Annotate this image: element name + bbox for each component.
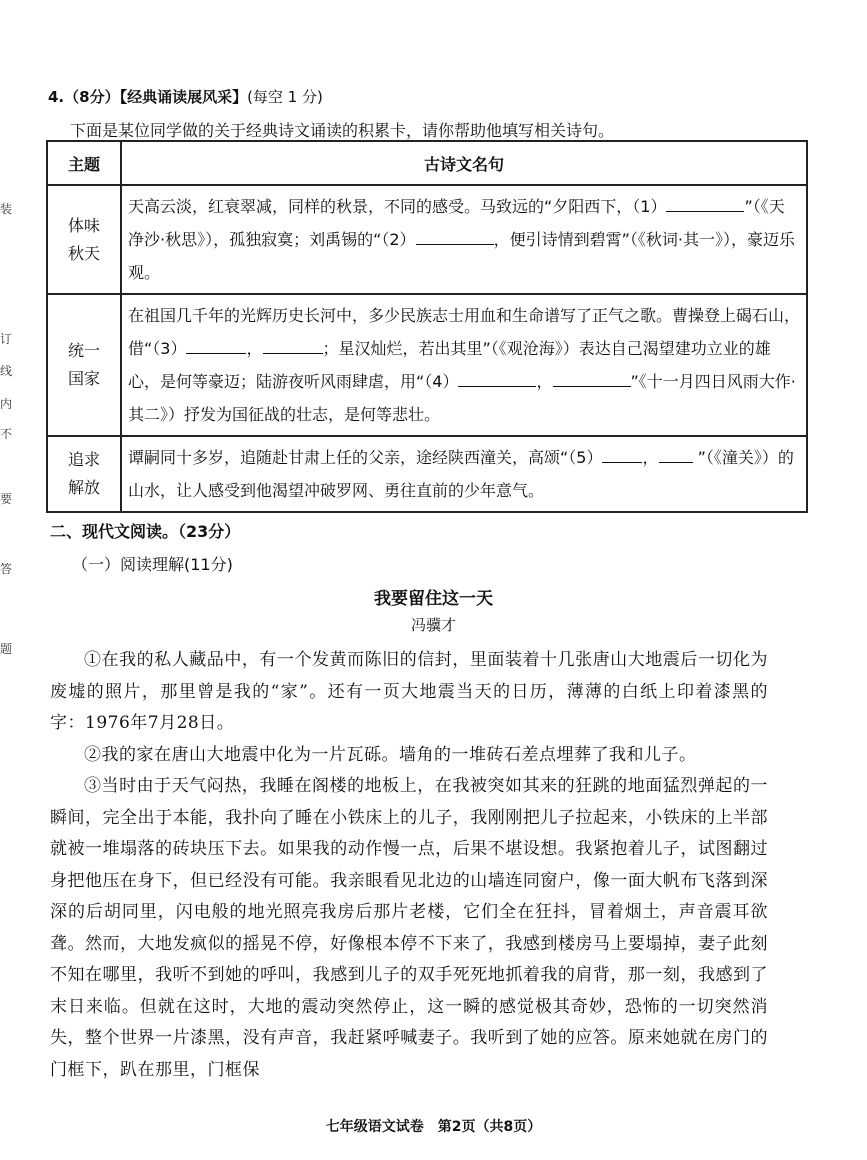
verse-text: 在祖国几千年的光辉历史长河中，多少民族志士用血和生命谱写了正气之歌。曹操登上碣石山，借“（3） — [128, 306, 801, 358]
answer-blank-5b[interactable] — [659, 444, 693, 463]
answer-blank-3a[interactable] — [186, 335, 246, 354]
binding-margin-mark: 线 — [0, 364, 13, 378]
binding-margin-mark: 装 — [0, 202, 13, 216]
binding-margin-mark: 内 — [0, 397, 13, 411]
verse-cell — [121, 436, 807, 512]
answer-blank-4a[interactable] — [458, 368, 536, 387]
verse-text: ，便引诗情到碧霄”（《秋词·其一》），豪迈乐观。 — [128, 230, 795, 282]
article-body — [50, 645, 768, 1086]
verse-text: ， — [642, 448, 659, 467]
binding-margin-mark: 题 — [0, 642, 13, 656]
theme-line: 国家 — [67, 369, 100, 388]
question-title — [48, 86, 323, 107]
theme-cell — [47, 294, 121, 436]
question-intro: 下面是某位同学做的关于经典诗文诵读的积累卡，请你帮助他填写相关诗句。 — [70, 121, 615, 140]
verse-text: ”（《天净沙·秋思》），孤独寂寞；刘禹锡的“（2） — [128, 197, 785, 249]
table-row — [47, 436, 807, 512]
article-paragraph: ②我的家在唐山大地震中化为一片瓦砾。墙角的一堆砖石差点埋葬了我和儿子。 — [84, 744, 697, 765]
article-paragraph: ③当时由于天气闷热，我睡在阁楼的地板上，在我被突如其来的狂跳的地面猛烈弹起的一瞬间，完全出于本能，我扑向了睡在小铁床上的儿子，我刚刚把儿子拉起来，小铁床的上半部就被一堆塌落的砖块压下去。如果我的动作慢一点，后果不堪设想。我紧抱着儿子，试图翻过身把他压在身下，但已经没有可能。我亲眼看见北边的山墙连同窗户，像一面大帆布飞落到深深的后胡同里，闪电般的地光照亮我房后那片老楼，它们全在狂抖，冒着烟土，声音震耳欲聋。然而，大地发疯似的摇晃不停，好像根本停不下来了，我感到楼房马上要塌掉，妻子此刻不知在哪里，我听不到她的呼叫，我感到儿子的双手死死地抓着我的肩背，那一刻，我感到了末日来临。但就在这时，大地的震动突然停止，这一瞬的感觉极其奇妙，恐怖的一切突然消失，整个世界一片漆黑，没有声音，我赶紧呼喊妻子。我听到了她的应答。原来她就在房门的门框下，趴在那里，门框保 — [50, 776, 768, 1080]
theme-cell — [47, 436, 121, 512]
theme-line: 体味 — [67, 215, 100, 235]
table-row — [47, 185, 807, 294]
theme-line: 追求 — [67, 450, 100, 469]
theme-line: 秋天 — [67, 243, 100, 263]
verse-cell — [121, 185, 807, 294]
answer-blank-1[interactable] — [666, 193, 744, 212]
verse-text: ”《十一月四日风雨大作·其二》）抒发为国征战的壮志，是何等悲壮。 — [128, 372, 796, 424]
section-heading: 二、现代文阅读。（23分） — [50, 522, 241, 541]
accumulation-card-table — [46, 140, 808, 513]
verse-text: ；星汉灿烂，若出其里”（《观沧海》）表达自己渴望建功立业的雄心，是何等豪迈；陆游夜听风雨肆虐，用“（4） — [128, 339, 771, 391]
subsection-heading: （一）阅读理解(11分) — [72, 555, 233, 574]
header-theme: 主题 — [47, 141, 121, 185]
article-author: 冯骥才 — [410, 616, 456, 634]
verse-text: 谭嗣同十多岁，追随赴甘肃上任的父亲，途经陕西潼关，高颂“（5） — [128, 448, 603, 467]
verse-text: ， — [246, 339, 263, 358]
theme-line: 统一 — [67, 341, 100, 360]
table-row — [47, 294, 807, 436]
theme-cell — [47, 185, 121, 294]
verse-cell — [121, 294, 807, 436]
binding-margin-mark: 答 — [0, 562, 13, 576]
verse-text: ， — [536, 372, 553, 391]
answer-blank-5a[interactable] — [602, 444, 642, 463]
binding-margin-mark: 要 — [0, 492, 13, 506]
question-score-note: (每空 1 分) — [247, 88, 323, 106]
answer-blank-4b[interactable] — [553, 368, 631, 387]
article-paragraph: ①在我的私人藏品中，有一个发黄而陈旧的信封，里面装着十几张唐山大地震后一切化为废墟的照片，那里曾是我的“家”。还有一页大地震当天的日历，薄薄的白纸上印着漆黑的字：1976年7月28日。 — [50, 650, 768, 733]
article-title: 我要留住这一天 — [374, 589, 493, 609]
binding-margin-mark: 订 — [0, 332, 13, 346]
table-header-row — [47, 141, 807, 185]
verse-text: ”（《潼关》）的山水，让人感受到他渴望冲破罗网、勇往直前的少年意气。 — [128, 448, 794, 500]
header-verses: 古诗文名句 — [121, 141, 807, 185]
page-footer: 七年级语文试卷 第2页（共8页） — [325, 1119, 542, 1135]
answer-blank-2[interactable] — [416, 226, 494, 245]
question-heading: 4.（8分）【经典诵读展风采】 — [48, 88, 248, 106]
binding-margin-mark: 不 — [0, 427, 13, 441]
theme-line: 解放 — [67, 478, 100, 497]
verse-text: 天高云淡，红衰翠减，同样的秋景，不同的感受。马致远的“夕阳西下，（1） — [128, 197, 667, 216]
answer-blank-3b[interactable] — [263, 335, 323, 354]
